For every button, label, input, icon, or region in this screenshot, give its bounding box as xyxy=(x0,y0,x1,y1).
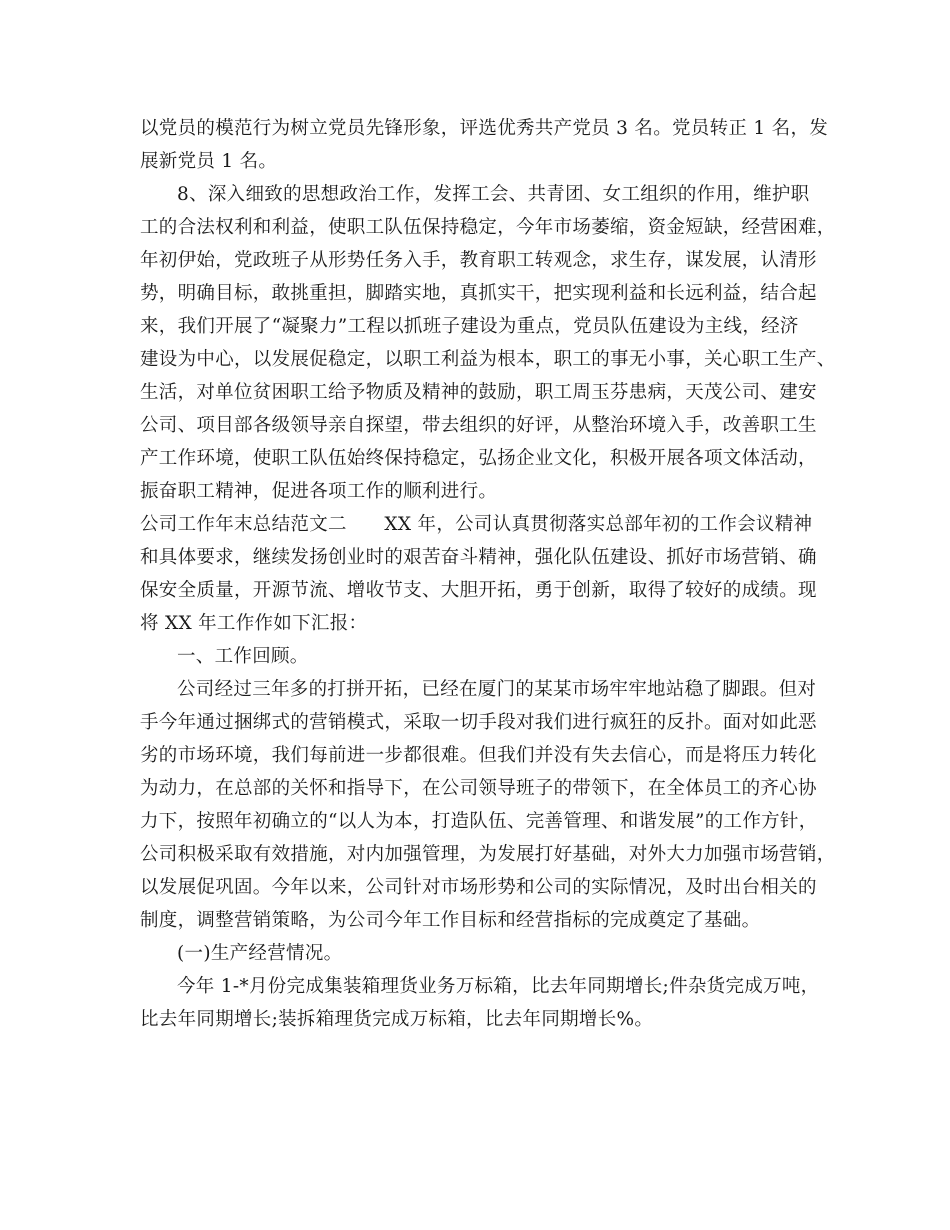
paragraph-summary-intro xyxy=(140,508,820,640)
text-line: 比去年同期增长;装拆箱理货完成万标箱，比去年同期增长%。 xyxy=(140,1009,654,1030)
text-line: 势，明确目标，敢挑重担，脚踏实地，真抓实干，把实现利益和长远利益，结合起 xyxy=(140,283,817,304)
text-line: 力下，按照年初确立的“以人为本，打造队伍、完善管理、和谐发展”的工作方针， xyxy=(140,811,818,832)
text-line: 将 XX 年工作作如下汇报： xyxy=(140,613,368,634)
text-line: 振奋职工精神，促进各项工作的顺利进行。 xyxy=(140,481,498,502)
text-line: 工的合法权利和利益，使职工队伍保持稳定，今年市场萎缩，资金短缺，经营困难， xyxy=(140,217,836,238)
text-line: 手今年通过捆绑式的营销模式，采取一切手段对我们进行疯狂的反扑。面对如此恶 xyxy=(140,712,817,733)
text-line: 建设为中心，以发展促稳定，以职工利益为根本，职工的事无小事，关心职工生产、 xyxy=(140,349,836,370)
text-line: 劣的市场环境，我们每前进一步都很难。但我们并没有失去信心，而是将压力转化 xyxy=(140,745,817,766)
text-line: 保安全质量，开源节流、增收节支、大胆开拓，勇于创新，取得了较好的成绩。现 xyxy=(140,580,817,601)
paragraph-party-members xyxy=(140,112,829,178)
text-line: 和具体要求，继续发扬创业时的艰苦奋斗精神，强化队伍建设、抓好市场营销、确 xyxy=(140,547,817,568)
section-heading-work-review xyxy=(140,640,820,673)
text-line: 公司、项目部各级领导亲自探望，带去组织的好评，从整治环境入手，改善职工生 xyxy=(140,415,817,436)
paragraph-production xyxy=(140,970,820,1036)
paragraph-political-work xyxy=(140,178,836,508)
paragraph-work-review xyxy=(140,673,836,937)
text-line: 制度，调整营销策略，为公司今年工作目标和经营指标的完成奠定了基础。 xyxy=(140,910,761,931)
text-line: 来，我们开展了“凝聚力”工程以抓班子建设为重点，党员队伍建设为主线，经济 xyxy=(140,316,799,337)
text-line: 生活，对单位贫困职工给予物质及精神的鼓励，职工周玉芬患病，天茂公司、建安 xyxy=(140,382,817,403)
text-line: (一)生产经营情况。 xyxy=(177,943,343,964)
text-line: 一、工作回顾。 xyxy=(177,646,309,667)
text-line: 以党员的模范行为树立党员先锋形象，评选优秀共产党员 3 名。党员转正 1 名，发 xyxy=(140,118,829,139)
text-line: 公司积极采取有效措施，对内加强管理，为发展打好基础，对外大力加强市场营销， xyxy=(140,844,836,865)
document-body xyxy=(140,112,836,1036)
text-line: 公司工作年末总结范文二 XX 年，公司认真贯彻落实总部年初的工作会议精神 xyxy=(140,514,813,535)
text-line: 展新党员 1 名。 xyxy=(140,151,278,172)
text-line: 年初伊始，党政班子从形势任务入手，教育职工转观念，求生存，谋发展，认清形 xyxy=(140,250,817,271)
text-line: 以发展促巩固。今年以来，公司针对市场形势和公司的实际情况，及时出台相关的 xyxy=(140,877,817,898)
text-line: 今年 1-*月份完成集装箱理货业务万标箱，比去年同期增长;件杂货完成万吨， xyxy=(177,976,820,997)
text-line: 公司经过三年多的打拼开拓，已经在厦门的某某市场牢牢地站稳了脚跟。但对 xyxy=(177,679,817,700)
text-line: 8、深入细致的思想政治工作，发挥工会、共青团、女工组织的作用，维护职 xyxy=(177,184,810,205)
text-line: 产工作环境，使职工队伍始终保持稳定，弘扬企业文化，积极开展各项文体活动， xyxy=(140,448,817,469)
section-heading-production xyxy=(140,937,820,970)
text-line: 为动力，在总部的关怀和指导下，在公司领导班子的带领下，在全体员工的齐心协 xyxy=(140,778,817,799)
